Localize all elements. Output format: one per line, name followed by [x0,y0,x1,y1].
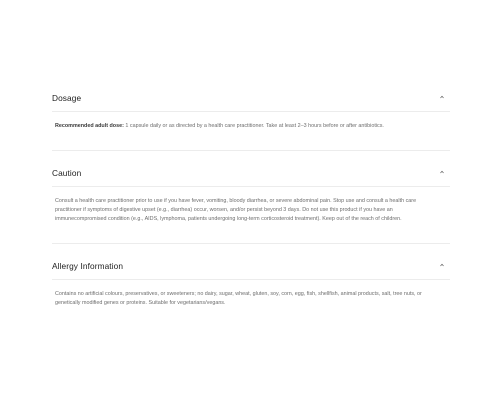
accordion-title-dosage: Dosage [52,93,82,103]
accordion-dosage [52,89,450,129]
accordion-title-allergy-information: Allergy Information [52,261,124,271]
accordion-header-allergy-information[interactable] [52,257,450,275]
chevron-up-icon[interactable] [440,95,444,99]
accordion-caution [52,164,450,222]
accordion-body-allergy-information: Contains no artificial colours, preservatives, or sweeteners; no dairy, sugar, wheat, gluten, soy, corn, egg, fish, shellfish, animal products, salt, tree nuts, or genetically modified genes or proteins. Suitable for vegetarians/vegans. [55,291,422,306]
accordion-body-caution: Consult a health care practitioner prior to use if you have fever, vomiting, bloody diarrhea, or severe abdominal pain. Stop use and consult a health care practitioner if symptoms of digestive upset (e.g., diarrhea) occur, worsen, and/or persist beyond 3 days. Do not use this product if you have an immunecompromised condition (e.g., AIDS, lymphoma, patients undergoing long-term corticosteroid treatment). Keep out of the reach of children. [55,198,417,222]
chevron-up-icon[interactable] [440,170,444,174]
chevron-up-icon[interactable] [440,263,444,267]
dosage-text: 1 capsule daily or as directed by a health care practitioner. Take at least 2–3 hours before or after antibiotics. [123,123,384,129]
accordion-divider [52,279,450,280]
accordion-allergy-information [52,257,450,306]
dosage-label: Recommended adult dose: [55,123,124,129]
accordion-divider [52,111,450,112]
accordion-divider [52,150,450,151]
accordion-header-caution[interactable] [52,164,450,182]
accordion-header-dosage[interactable] [52,89,450,107]
accordion-title-caution: Caution [52,168,82,178]
accordion-divider [52,243,450,244]
accordion-divider [52,186,450,187]
accordion-body-dosage [55,122,430,131]
